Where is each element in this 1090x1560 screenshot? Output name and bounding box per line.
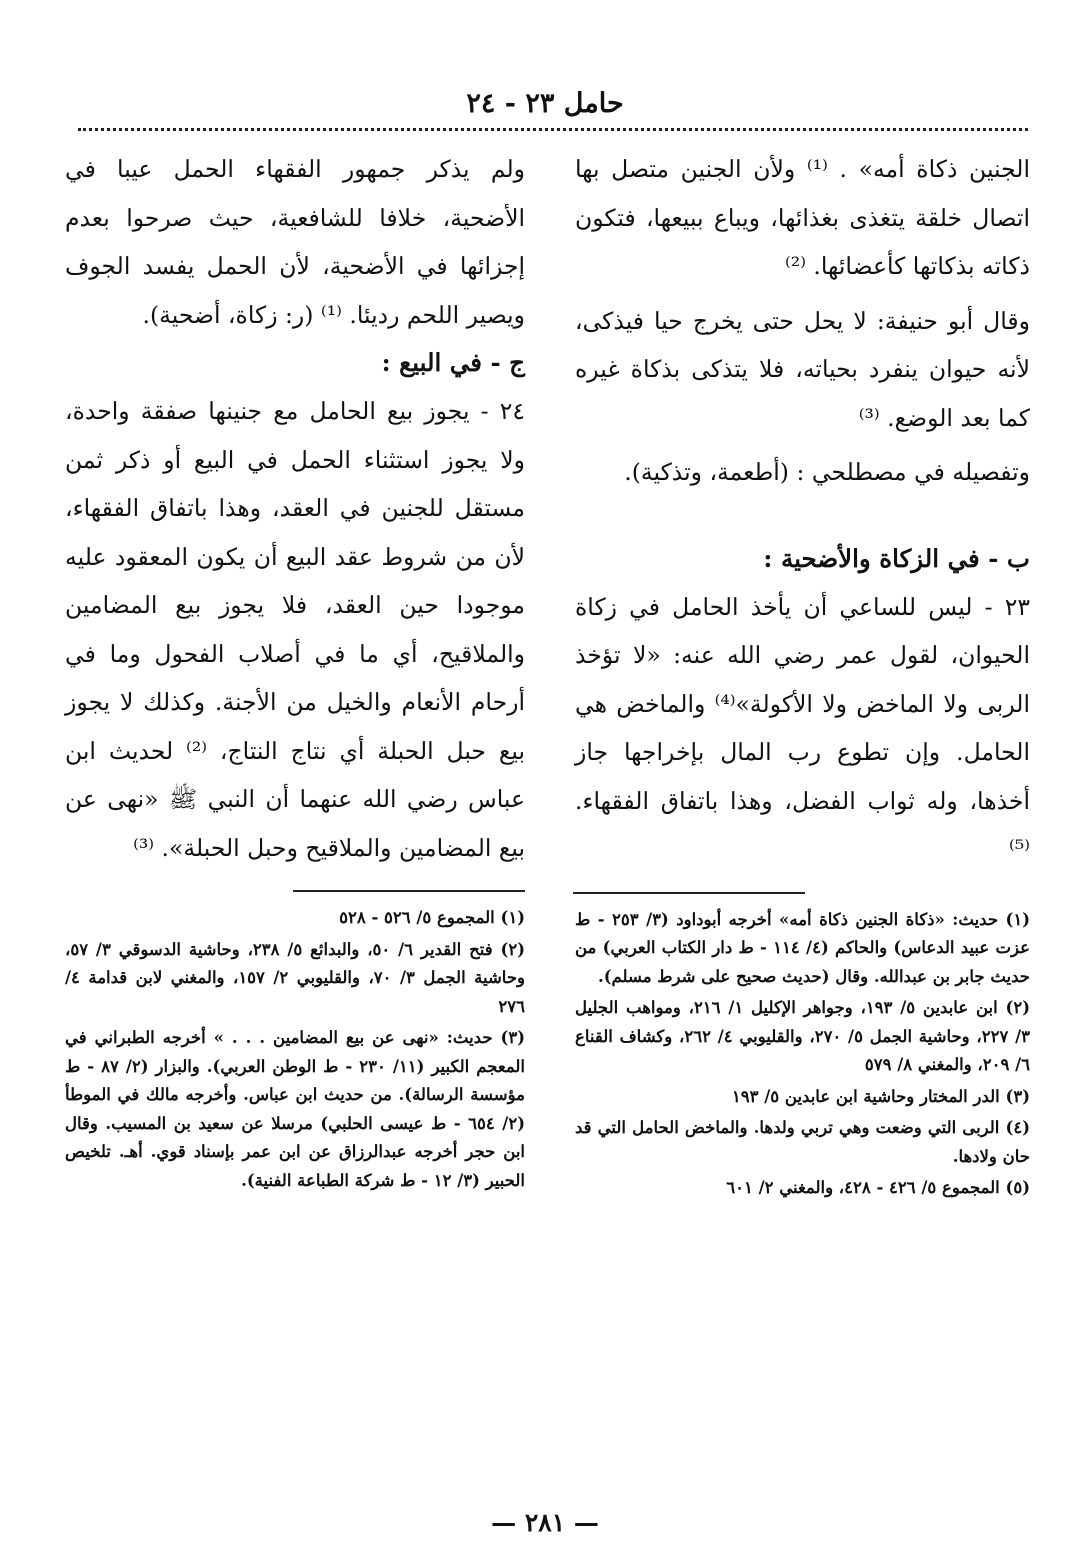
header-dotted-rule [78, 128, 1028, 131]
left-footnote-1: (١) المجموع ٥/ ٥٢٦ - ٥٢٨ [339, 908, 525, 927]
right-footnote-1: (١) حديث: «ذكاة الجنين ذكاة أمه» أخرجه أبوداود (٣/ ٢٥٣ - ط عزت عبيد الدعاس) والحاكم (٤/ ١١٤ - ط دار الكتاب العربي) من حديث جابر بن عبدالله. وقال (حديث صحيح على شرط مسلم). [575, 909, 1031, 986]
running-header: حامل ٢٣ - ٢٤ [466, 88, 624, 119]
left-paragraph-2: ٢٤ - يجوز بيع الحامل مع جنينها صفقة واحدة، ولا يجوز استثناء الحمل في البيع أو ذكر ثمن مستقل للجنين في العقد، وهذا باتفاق الفقهاء، لأن من شروط عقد البيع أن يكون المعقود عليه موجودا حين العقد، فلا يجوز بيع المضامين والملاقيح، أي ما في أصلاب الفحول وما في أرحام الأنعام والخيل من الأجنة. وكذلك لا يجوز بيع حبل الحبلة أي نتاج النتاج، ⁽²⁾ لحديث ابن عباس رضي الله عنهما أن النبي ﷺ «نهى عن بيع المضامين والملاقيح وحبل الحبلة». ⁽³⁾ [65, 397, 525, 862]
section-heading-c: ج - في البيع : [381, 348, 525, 377]
right-column [575, 145, 1030, 1203]
right-footnote-rule [573, 892, 805, 894]
right-paragraph-2: وقال أبو حنيفة: لا يحل حتى يخرج حيا فيذكى، لأنه حيوان ينفرد بحياته، فلا يتذكى بذكاة غيره كما بعد الوضع. ⁽³⁾ [575, 306, 1030, 432]
left-column [65, 145, 525, 1195]
section-heading-b: ب - في الزكاة والأضحية : [763, 543, 1030, 573]
left-paragraph-1: ولم يذكر جمهور الفقهاء الحمل عيبا في الأضحية، خلافا للشافعية، حيث صرحوا بعدم إجزائها في الأضحية، لأن الحمل يفسد الجوف ويصير اللحم رديئا. ⁽¹⁾ (ر: زكاة، أضحية). [65, 155, 525, 329]
right-footnote-4: (٤) الربى التي وضعت وهي تربي ولدها. والماخض الحامل التي قد حان ولادها. [575, 1118, 1030, 1166]
left-footnote-3: (٣) حديث: «نهى عن بيع المضامين . . . » أخرجه الطبراني في المعجم الكبير (١١/ ٢٣٠ - ط الوطن العربي). والبزار (٢/ ٨٧ - ط مؤسسة الرسالة). من حديث ابن عباس. وأخرجه مالك في الموطأ (٢/ ٦٥٤ - ط عيسى الحلبي) مرسلا عن سعيد بن المسيب. وقال ابن حجر أخرجه عبدالرزاق عن ابن عمر بإسناد قوي. أهـ. تلخيص الحبير (٣/ ١٢ - ط شركة الطباعة الفنية). [65, 1028, 526, 1190]
right-paragraph-3: وتفصيله في مصطلحي : (أطعمة، وتذكية). [624, 458, 1030, 486]
right-footnote-3: (٣) الدر المختار وحاشية ابن عابدين ٥/ ١٩٣ [731, 1086, 1030, 1106]
page-number: — ٢٨١ — [491, 1508, 599, 1537]
left-footnote-rule [293, 890, 525, 892]
left-footnote-2: (٢) فتح القدير ٦/ ٥٠، والبدائع ٥/ ٢٣٨، وحاشية الدسوقي ٣/ ٥٧، وحاشية الجمل ٣/ ٧٠، والقليوبي ٢/ ١٥٧، والمغني لابن قدامة ٤/ ٢٧٦ [65, 939, 525, 1016]
right-footnote-5: (٥) المجموع ٥/ ٤٢٦ - ٤٢٨، والمغني ٢/ ٦٠١ [726, 1178, 1030, 1197]
right-footnote-2: (٢) ابن عابدين ٥/ ١٩٣، وجواهر الإكليل ١/ ٢١٦، ومواهب الجليل ٣/ ٢٢٧، وحاشية الجمل ٥/ ٢٧٠، والقليوبي ٤/ ٢٦٢، وكشاف القناع ٦/ ٢٠٩، والمغني ٨/ ٥٧٩ [575, 998, 1030, 1074]
right-paragraph-1: الجنين ذكاة أمه» . ⁽¹⁾ ولأن الجنين متصل بها اتصال خلقة يتغذى بغذائها، ويباع ببيعها، فتكون ذكاته بذكاتها كأعضائها. ⁽²⁾ [575, 155, 1030, 280]
right-paragraph-4: ٢٣ - ليس للساعي أن يأخذ الحامل في زكاة الحيوان، لقول عمر رضي الله عنه: «لا تؤخذ الربى ولا الماخض ولا الأكولة»⁽⁴⁾ والماخض هي الحامل. وإن تطوع رب المال بإخراجها جاز أخذها، وله ثواب الفضل، وهذا باتفاق الفقهاء. ⁽⁵⁾ [575, 592, 1030, 863]
